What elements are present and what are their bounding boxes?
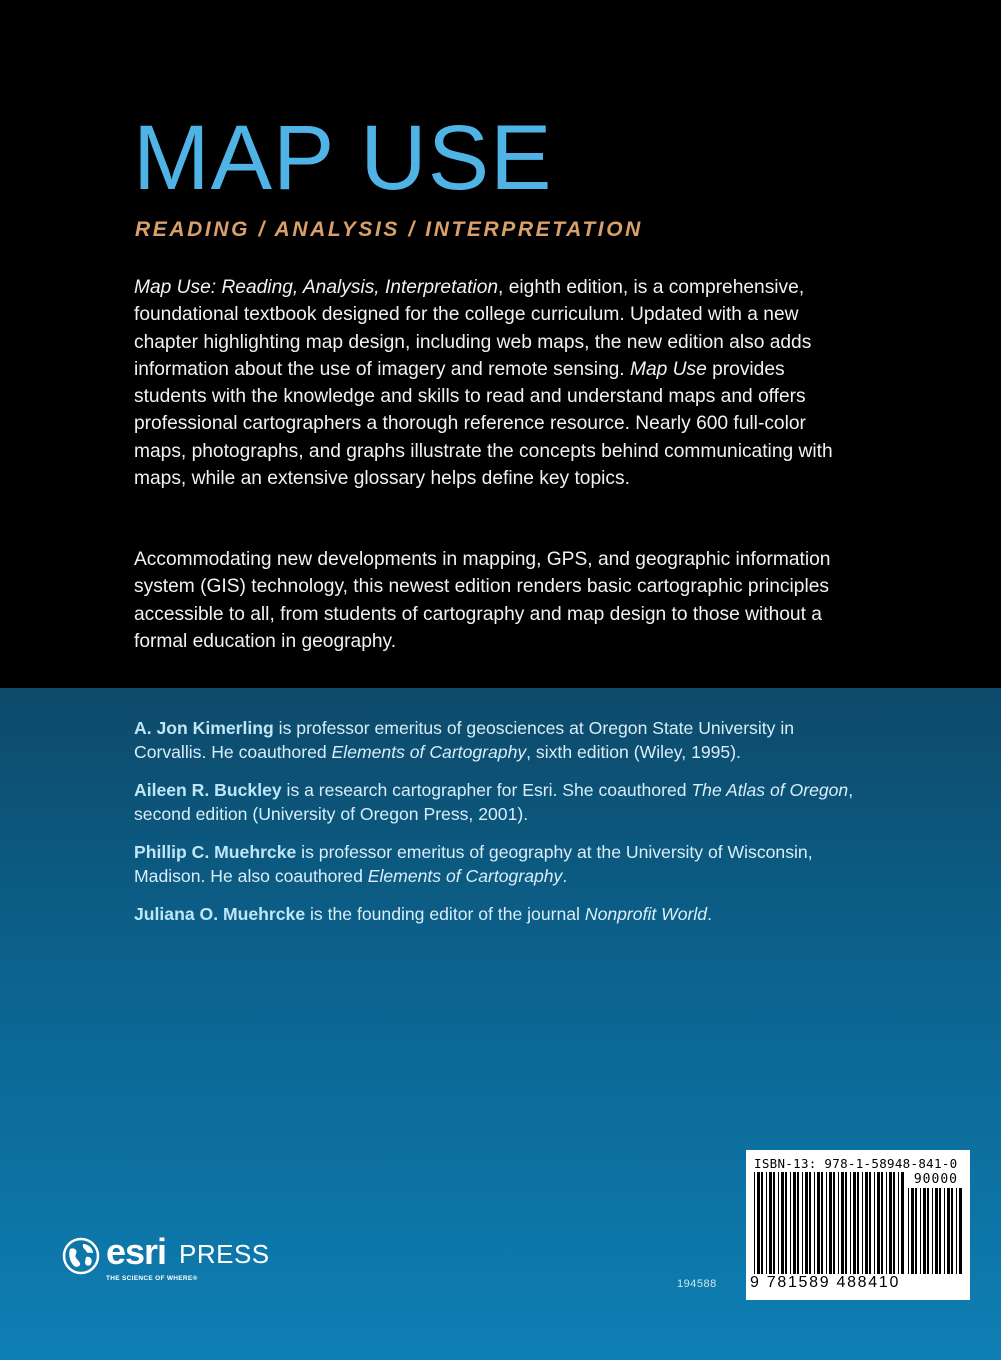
barcode-bar <box>802 1172 803 1274</box>
barcode-bar <box>944 1188 945 1274</box>
barcode-bar <box>927 1188 929 1274</box>
addon-barcode-bars <box>908 1188 962 1276</box>
barcode-bar <box>939 1188 941 1274</box>
barcode-bar <box>862 1172 863 1274</box>
barcode-bar <box>956 1188 957 1274</box>
author-name: A. Jon Kimerling <box>134 718 274 738</box>
barcode-bar <box>841 1172 844 1274</box>
barcode-bar <box>908 1188 909 1274</box>
barcode-bar <box>881 1172 883 1274</box>
publisher-tagline: THE SCIENCE OF WHERE® <box>106 1275 198 1282</box>
barcode-bar <box>769 1172 772 1274</box>
barcode-bar <box>935 1188 938 1274</box>
book-subtitle: READING / ANALYSIS / INTERPRETATION <box>135 218 643 241</box>
esri-wordmark: esri <box>106 1231 167 1272</box>
bio-italic-title: The Atlas of Oregon <box>691 780 849 800</box>
author-bio <box>134 716 854 764</box>
barcode-bar <box>826 1172 827 1274</box>
description-text: Accommodating new developments in mapping, GPS, and geographic information system (GIS) technology, this newest edition renders basic cartographic principles accessible to all, from students of cartography and map design to those without a formal education in geography. <box>134 549 831 652</box>
barcode-bar <box>959 1188 962 1274</box>
book-title: MAP USE <box>133 107 553 209</box>
description-title-italic: Map Use: Reading, Analysis, Interpretation <box>134 277 499 298</box>
barcode-bar <box>901 1172 904 1274</box>
barcode-bar <box>889 1172 892 1274</box>
barcode-bar <box>757 1172 760 1274</box>
author-bios <box>134 716 854 940</box>
barcode-bar <box>754 1172 755 1274</box>
barcode-bar <box>809 1172 811 1274</box>
barcode-bar <box>947 1188 950 1274</box>
barcode-bar <box>773 1172 775 1274</box>
barcode-bar <box>845 1172 847 1274</box>
barcode-bar <box>932 1188 933 1274</box>
barcode-bar <box>778 1172 779 1274</box>
barcode-bar <box>838 1172 839 1274</box>
barcode-bar <box>790 1172 791 1274</box>
barcode-bar <box>920 1188 921 1274</box>
description-paragraph-1 <box>134 274 834 492</box>
bio-text: . <box>562 866 568 886</box>
barcode-bar <box>833 1172 835 1274</box>
barcode-bar <box>817 1172 820 1274</box>
barcode-bar <box>865 1172 868 1274</box>
bio-text: , second edition (University of Oregon Press, 2001). <box>134 780 854 824</box>
description-paragraph-2 <box>134 546 834 655</box>
description-text: provides students with the knowledge and skills to read and understand maps and offers professional cartographers a thorough reference resource. Nearly 600 full-color maps, photographs, and graphs illustrate the concepts behind communicating with maps, while an extensive glossary helps define key topics. <box>134 358 833 490</box>
barcode-bar <box>850 1172 851 1274</box>
author-bio <box>134 840 854 888</box>
ean-digits: 9 781589 488410 <box>750 1274 901 1291</box>
barcode-bar <box>793 1172 796 1274</box>
author-name: Juliana O. Muehrcke <box>134 904 306 924</box>
bio-text: , sixth edition (Wiley, 1995). <box>526 742 741 762</box>
isbn-label: ISBN-13: 978-1-58948-841-0 <box>754 1156 958 1171</box>
item-code: 194588 <box>677 1278 717 1290</box>
barcode-bar <box>915 1188 917 1274</box>
author-bio <box>134 778 854 826</box>
barcode-bar <box>821 1172 823 1274</box>
globe-icon <box>62 1237 100 1275</box>
barcode-bar <box>857 1172 859 1274</box>
barcode-bar <box>797 1172 799 1274</box>
bio-text: is professor emeritus of geosciences at Oregon State University in Corvallis. He coauthored <box>134 718 795 762</box>
isbn-barcode <box>746 1150 970 1300</box>
barcode-bar <box>814 1172 815 1274</box>
barcode-bar <box>886 1172 887 1274</box>
barcode-bar <box>853 1172 856 1274</box>
bio-text: . <box>707 904 712 924</box>
price-code: 90000 <box>913 1172 958 1187</box>
author-name: Phillip C. Muehrcke <box>134 842 297 862</box>
bio-text: is professor emeritus of geography at the University of Wisconsin, Madison. He also coauthored <box>134 842 813 886</box>
barcode-bar <box>893 1172 895 1274</box>
press-wordmark: PRESS <box>179 1239 270 1269</box>
barcode-bar <box>877 1172 880 1274</box>
barcode-bar <box>785 1172 787 1274</box>
barcode-bar <box>766 1172 767 1274</box>
esri-press-logo <box>62 1232 292 1292</box>
barcode-bar <box>911 1188 914 1274</box>
barcode-bar <box>829 1172 832 1274</box>
barcode-bar <box>923 1188 926 1274</box>
author-bio <box>134 902 854 926</box>
author-name: Aileen R. Buckley <box>134 780 282 800</box>
barcode-bar <box>761 1172 763 1274</box>
bio-text: is a research cartographer for Esri. She coauthored <box>281 780 692 800</box>
barcode-bar <box>951 1188 953 1274</box>
description-text: , eighth edition, is a comprehensive, foundational textbook designed for the college curriculum. Updated with a new chapter highlighting map design, including web maps, the new edition also adds information about the use of imagery and remote sensing. <box>134 277 812 380</box>
description-mapuse-italic: Map Use <box>629 358 707 380</box>
barcode-bar <box>781 1172 784 1274</box>
bio-text: is the founding editor of the journal <box>305 904 585 924</box>
bio-italic-title: Elements of Cartography <box>331 742 527 762</box>
barcode-bar <box>805 1172 808 1274</box>
ean-barcode-bars <box>754 1172 904 1278</box>
barcode-bar <box>869 1172 871 1274</box>
bio-italic-title: Nonprofit World <box>584 904 708 924</box>
bio-italic-title: Elements of Cartography <box>367 866 563 886</box>
barcode-bar <box>874 1172 875 1274</box>
barcode-bar <box>898 1172 899 1274</box>
